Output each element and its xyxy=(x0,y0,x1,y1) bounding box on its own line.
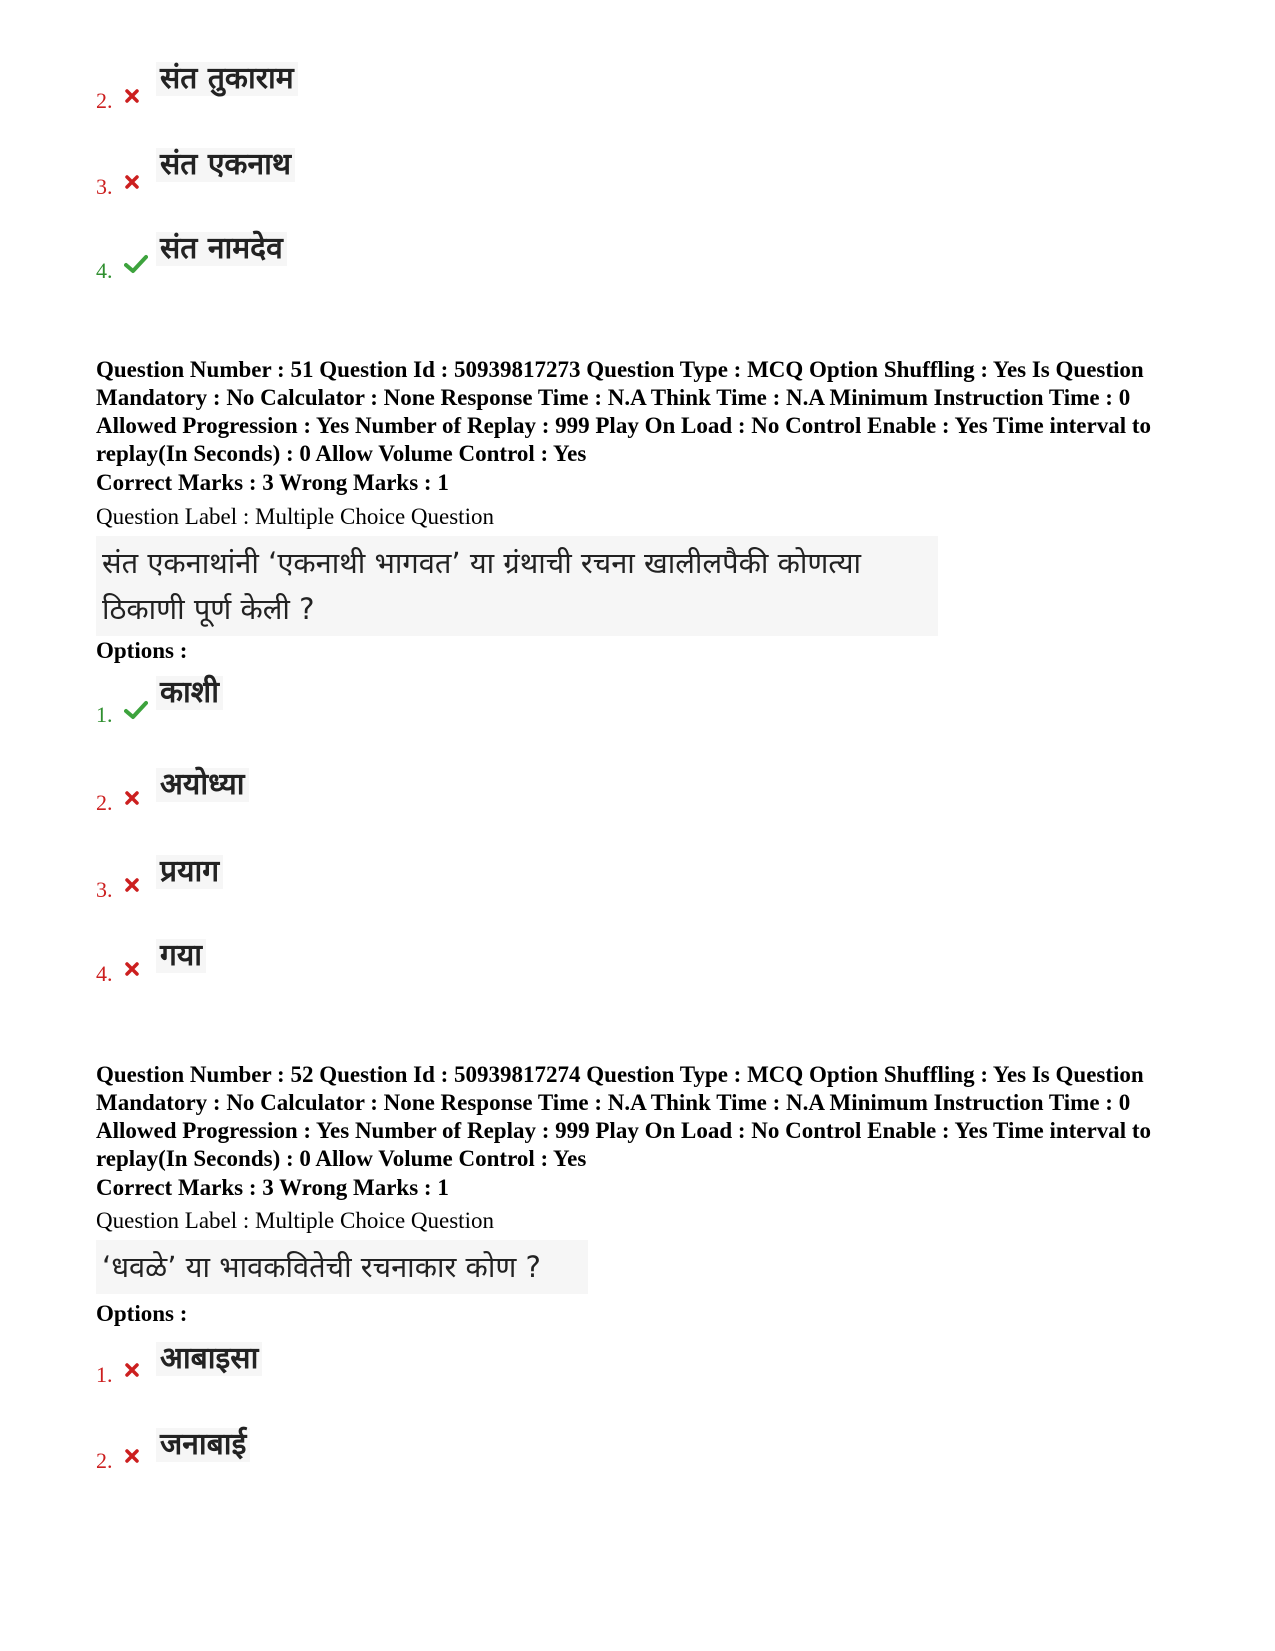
question-51-text xyxy=(96,536,938,636)
question-51-marks: Correct Marks : 3 Wrong Marks : 1 xyxy=(96,470,449,495)
wrong-cross-icon xyxy=(124,1362,140,1383)
option-text: संत तुकाराम xyxy=(156,62,298,96)
wrong-cross-icon xyxy=(124,961,140,982)
option-text: गया xyxy=(156,939,206,973)
option-text: जनाबाई xyxy=(156,1428,250,1462)
option-text: प्रयाग xyxy=(156,855,223,889)
wrong-cross-icon xyxy=(124,174,140,195)
check-mark-icon xyxy=(124,254,148,279)
wrong-cross-icon xyxy=(124,88,140,109)
prev-option-2 xyxy=(96,62,496,122)
option-text: अयोध्या xyxy=(156,768,249,802)
question-52-meta: Question Number : 52 Question Id : 50939817274 Question Type : MCQ Option Shuffling : Yes Is Question Mandatory : No Calculator : None Response Time : N.A Think Time : N.A Minimum Instruction Time : 0 Allowed Progression : Yes Number of Replay : 999 Play On Load : No Control Enable : Yes Time interval to replay(In Seconds) : 0 Allow Volume Control : Yes xyxy=(96,1062,1152,1171)
check-mark-icon xyxy=(124,700,148,725)
options-heading: Options : xyxy=(96,638,188,663)
option-number: 4. xyxy=(96,258,113,283)
option-number: 1. xyxy=(96,702,113,727)
question-52-label: Question Label : Multiple Choice Question xyxy=(96,1208,494,1233)
option-number: 3. xyxy=(96,174,113,199)
q51-option-3 xyxy=(96,855,496,915)
q52-option-2 xyxy=(96,1428,496,1488)
question-text-line: संत एकनाथांनी ‘एकनाथी भागवत’ या ग्रंथाची रचना खालीलपैकी कोणत्या xyxy=(102,546,862,580)
question-52-marks: Correct Marks : 3 Wrong Marks : 1 xyxy=(96,1175,449,1200)
q52-option-1 xyxy=(96,1342,496,1402)
wrong-cross-icon xyxy=(124,790,140,811)
option-number: 4. xyxy=(96,961,113,986)
question-51-meta: Question Number : 51 Question Id : 50939817273 Question Type : MCQ Option Shuffling : Yes Is Question Mandatory : No Calculator : None Response Time : N.A Think Time : N.A Minimum Instruction Time : 0 Allowed Progression : Yes Number of Replay : 999 Play On Load : No Control Enable : Yes Time interval to replay(In Seconds) : 0 Allow Volume Control : Yes xyxy=(96,357,1152,466)
option-text: संत एकनाथ xyxy=(156,148,295,182)
question-51-label: Question Label : Multiple Choice Question xyxy=(96,504,494,529)
option-number: 2. xyxy=(96,1448,113,1473)
wrong-cross-icon xyxy=(124,877,140,898)
q51-option-1 xyxy=(96,676,496,736)
options-heading: Options : xyxy=(96,1301,188,1326)
prev-option-3 xyxy=(96,148,496,208)
question-text-line: ‘धवळे’ या भावकवितेची रचनाकार कोण ? xyxy=(102,1250,541,1284)
wrong-cross-icon xyxy=(124,1448,140,1469)
option-text: काशी xyxy=(156,676,223,710)
option-text: संत नामदेव xyxy=(156,232,287,266)
question-text-line: ठिकाणी पूर्ण केली ? xyxy=(102,592,315,626)
prev-option-4 xyxy=(96,232,496,292)
option-text: आबाइसा xyxy=(156,1342,262,1376)
option-number: 2. xyxy=(96,790,113,815)
question-52-text xyxy=(96,1240,588,1294)
option-number: 1. xyxy=(96,1362,113,1387)
q51-option-4 xyxy=(96,939,496,999)
q51-option-2 xyxy=(96,768,496,828)
option-number: 3. xyxy=(96,877,113,902)
option-number: 2. xyxy=(96,88,113,113)
